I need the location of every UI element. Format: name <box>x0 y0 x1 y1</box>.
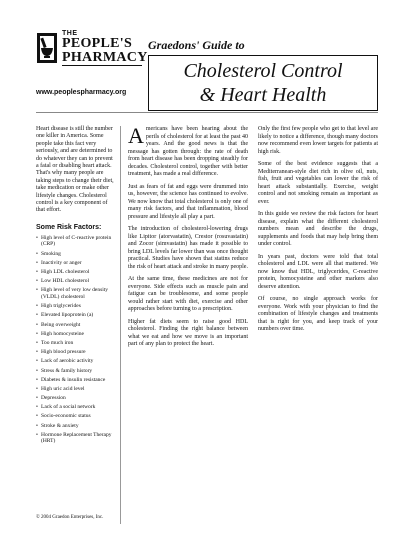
body-paragraph: Only the first few people who get to that level are likely to notice a difference, though many doctors now recommend even lower targets for patients at high risk. <box>258 126 379 155</box>
body-paragraph: Of course, no single approach works for everyone. Work with your physician to find the combination of lifestyle changes and treatments that is right for you, and keep track of your numbers over time. <box>258 296 378 332</box>
title-line-2: & Heart Health <box>199 84 327 106</box>
risk-factor-item: • High homocysteine <box>36 331 116 338</box>
logo-peoples: PEOPLE'S <box>62 36 133 51</box>
sidebar-intro: Heart disease is still the number one killer in America. Some people take this fact very seriously, and are determined to do whatever they can to prevent a fatal or disabling heart attack. That's why many people are taking steps to change their diet, take medication or make other lifestyle changes. Cholesterol control is a key component of that effort. <box>36 126 114 214</box>
risk-factor-item: • Too much iron <box>36 340 116 347</box>
risk-factor-item: • Being overweight <box>36 322 116 329</box>
body-paragraph: In years past, doctors were told that total cholesterol and LDL were all that mattered. We now know that HDL, triglycerides, C-reactive protein, homocysteine and other markers also deserve attention. <box>258 253 378 290</box>
risk-factor-item: • High level of very low density (VLDL) cholesterol <box>36 287 116 300</box>
logo-the: THE <box>62 30 78 37</box>
guide-title: Graedons' Guide to <box>148 38 245 52</box>
body-paragraph: Some of the best evidence suggests that a Mediterranean-style diet rich in olive oil, nuts, fish, fruit and vegetables can lower the risk of heart attack substantially. Exercise, weight control and not smoking remain as important as ever. <box>258 161 378 205</box>
body-paragraph <box>128 123 248 179</box>
body-paragraph: The introduction of cholesterol-lowering drugs like Lipitor (atorvastatin), Crestor (rosuvastatin) and Zocor (simvastatin) has made it possible to bring LDL levels far lower than was once thought practical. Studies have shown that statins reduce the risk of heart attack and stroke in many people. <box>128 226 248 270</box>
title-line-1: Cholesterol Control <box>183 60 343 82</box>
risk-factor-item: • High blood pressure <box>36 349 116 356</box>
risk-factors-heading: Some Risk Factors: <box>36 223 102 231</box>
mortar-pestle-icon <box>36 32 58 64</box>
copyright: © 2004 Graedon Enterprises, Inc. <box>36 515 104 520</box>
risk-factor-item: • Lack of aerobic activity <box>36 358 116 365</box>
column-divider <box>120 126 121 524</box>
risk-factor-item: • Low HDL cholesterol <box>36 278 116 285</box>
body-paragraph: At the same time, these medicines are not for everyone. Side effects such as muscle pain and fatigue can be troublesome, and some people would rather start with diet, exercise and other approaches before turning to a prescription. <box>128 276 248 312</box>
risk-factor-item: • Elevated lipoprotein (a) <box>36 312 116 319</box>
logo-pharmacy: PHARMACY <box>62 50 148 65</box>
risk-factor-item: • Socio-economic status <box>36 413 116 420</box>
body-paragraph: In this guide we review the risk factors for heart disease, explain what the different cholesterol numbers mean and describe the drugs, supplements and foods that may help bring them under control. <box>258 211 378 247</box>
risk-factor-item: • Inactivity or anger <box>36 260 116 267</box>
risk-factor-item: • High triglycerides <box>36 303 116 310</box>
risk-factor-item: • Stress & family history <box>36 368 116 375</box>
risk-factor-item: • Smoking <box>36 251 116 258</box>
risk-factor-item: • High LDL cholesterol <box>36 269 116 276</box>
risk-factor-item: • Hormone Replacement Therapy (HRT) <box>36 432 116 445</box>
header-divider <box>36 112 378 113</box>
peoples-pharmacy-logo <box>36 30 148 66</box>
title-box <box>148 55 378 111</box>
risk-factor-item: • Diabetes & insulin resistance <box>36 377 116 384</box>
risk-factor-item: • Stroke & anxiety <box>36 423 116 430</box>
risk-factors-list <box>36 235 116 445</box>
risk-factor-item: • Depression <box>36 395 116 402</box>
body-paragraph: Higher fat diets seem to raise good HDL cholesterol. Finding the right balance between what we eat and how we move is an important part of any plan to protect the heart. <box>128 318 248 347</box>
website-link[interactable]: www.peoplespharmacy.org <box>36 89 127 96</box>
body-paragraph: Just as fears of fat and eggs were drummed into us, however, the science has continued to evolve. We now know that total cholesterol is only one of many risk factors, and that inflammation, blood pressure and lifestyle all play a part. <box>128 183 248 220</box>
paragraph-text: mericans have been hearing about the perils of cholesterol for at least the past 40 years. And the good news is that the message has gotten through: the rate of death from heart disease has been dropping steadily for decades. Cholesterol control, together with better treatment, has made a real difference. <box>128 126 248 177</box>
drop-cap: A <box>128 123 144 148</box>
risk-factor-item: • Lack of a social network <box>36 404 116 411</box>
body-column-right <box>258 126 378 339</box>
risk-factor-item: • High uric acid level <box>36 386 116 393</box>
logo-underline <box>62 65 142 66</box>
body-column-middle <box>128 123 248 354</box>
risk-factor-item: • High level of C-reactive protein (CRP) <box>36 235 116 248</box>
left-sidebar <box>36 126 116 448</box>
